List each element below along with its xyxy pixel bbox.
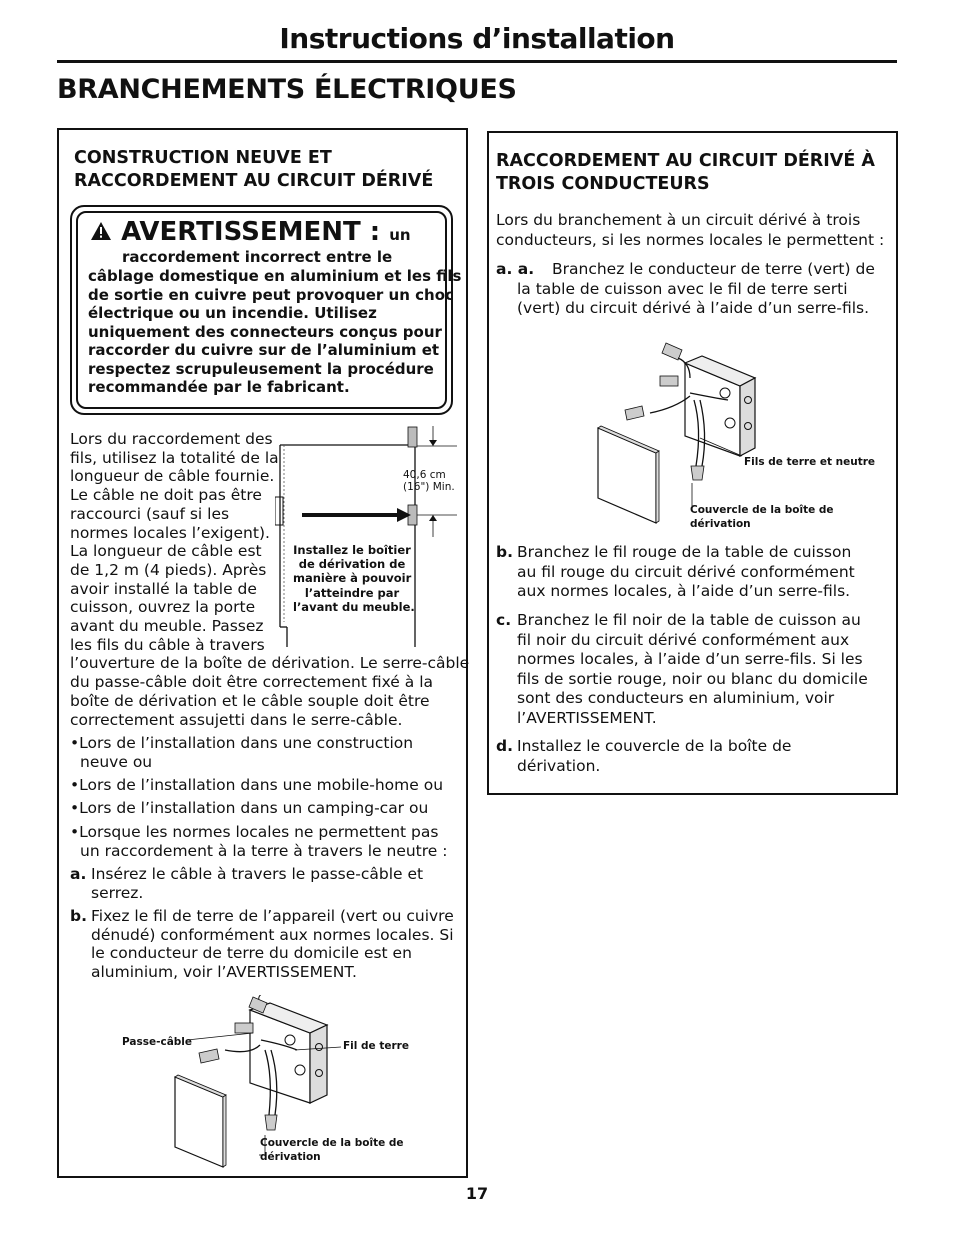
step-line: Insérez le câble à travers le passe-câble et [91,865,424,883]
caption-line: de dérivation de [298,557,406,572]
left-heading-line: CONSTRUCTION NEUVE ET [74,148,332,168]
warning-line: raccorder du cuivre sur de l’aluminium et [88,341,440,359]
warning-lead: un [389,226,411,244]
step-b [70,907,454,982]
label-line: dérivation [690,517,751,530]
warning-line: électrique ou un incendie. Utilisez [88,304,377,322]
warning-line: de sortie en cuivre peut provoquer un choc [88,286,454,304]
step-line: Branchez le fil noir de la table de cuisson au [517,611,861,629]
right-step-a [496,260,875,319]
step-line: normes locales, à l’aide d’un serre-fils. Si les [517,650,863,668]
left-heading-line: RACCORDEMENT AU CIRCUIT DÉRIVÉ [74,171,434,191]
document-title: Instructions d’installation [279,22,675,55]
dimension-line: 40,6 cm [403,469,446,481]
caption-line: manière à pouvoir [293,571,412,586]
step-line: Installez le couvercle de la boîte de [517,737,792,755]
body-line: Lors du branchement à un circuit dérivé à trois [496,211,861,229]
bullet-item [70,799,428,818]
caption-line: Installez le boîtier [293,543,411,557]
warning-triangle-icon [90,221,112,241]
body-line: raccourci (sauf si les [70,504,230,523]
right-heading-line: RACCORDEMENT AU CIRCUIT DÉRIVÉ À [496,151,875,171]
body-line: avoir installé la table de [70,579,257,598]
bullet-line: •Lors de l’installation dans une construction [70,734,414,752]
right-intro [496,211,884,250]
step-label: a. a. [496,260,535,278]
body-line: longueur de câble fournie. [70,467,275,486]
bullet-line: •Lors de l’installation dans une mobile-home ou [70,776,444,794]
bullet-item [70,776,443,795]
junction-box-diagram-right [590,338,770,528]
body-line: avant du meuble. Passez [70,617,264,636]
bullet-item [70,823,447,860]
step-line: dénudé) conformément aux normes locales. Si [91,925,454,944]
right-heading-line: TROIS CONDUCTEURS [496,174,710,194]
step-line: au fil rouge du circuit dérivé conformément [517,562,855,581]
bullet-line: •Lorsque les normes locales ne permettent pas [70,823,439,841]
section-title: BRANCHEMENTS ÉLECTRIQUES [57,74,517,105]
body-line: La longueur de câble est [70,542,262,561]
step-label: b. [496,543,513,561]
caption-line: l’avant du meuble. [293,599,415,614]
label-line: Couvercle de la boîte de [690,504,834,516]
cabinet-caption [293,543,415,614]
warning-line: respectez scrupuleusement la procédure [88,360,434,378]
body-line: fils, utilisez la totalité de la [70,448,279,467]
step-line: fils de sortie rouge, noir ou blanc du domicile [517,669,868,688]
step-line: dérivation. [517,756,601,775]
warning-title: AVERTISSEMENT : [121,217,381,247]
step-a [70,865,423,902]
warning-line: recommandée par le fabricant. [88,378,350,396]
label-ground-wire: Fil de terre [343,1040,409,1052]
dimension-label [403,469,455,493]
body-line: de 1,2 m (4 pieds). Après [70,560,267,579]
warning-line: câblage domestique en aluminium et les fils [88,267,462,285]
step-line: Fixez le fil de terre de l’appareil (vert ou cuivre [91,907,454,925]
step-line: fil noir du circuit dérivé conformément aux [517,630,850,649]
title-divider [57,60,897,63]
label-strain-relief: Passe-câble [122,1036,193,1048]
body-line: conducteurs, si les normes locales le permettent : [496,230,885,249]
body-line: l’ouverture de la boîte de dérivation. Le serre-câble [70,654,470,673]
bullet-line: •Lors de l’installation dans un camping-car ou [70,799,429,817]
label-cover [690,504,834,531]
step-line: Branchez le fil rouge de la table de cuisson [517,543,852,561]
step-label: d. [496,737,513,755]
warning-heading [90,217,411,247]
right-step-d [496,737,791,776]
label-ground-neutral: Fils de terre et neutre [744,456,876,468]
bullet-item [70,734,413,771]
body-line: Le câble ne doit pas être [70,486,262,505]
body-line: boîte de dérivation et le câble souple doit être [70,691,430,710]
step-line: aluminium, voir l’AVERTISSEMENT. [91,963,357,982]
page-number: 17 [465,1184,489,1203]
left-heading [74,147,433,193]
warning-line: raccordement incorrect entre le [122,248,393,266]
step-line: Branchez le conducteur de terre (vert) de [552,260,875,278]
right-heading [496,150,875,196]
body-line: Lors du raccordement des [70,430,273,448]
bullet-line: un raccordement à la terre à travers le neutre : [80,841,448,860]
step-line: la table de cuisson avec le fil de terre serti [517,279,848,298]
caption-line: l’atteindre par [304,585,400,600]
step-line: le conducteur de terre du domicile est en [91,944,412,963]
label-line: dérivation [260,1150,321,1163]
warning-line: uniquement des connecteurs conçus pour [88,323,442,341]
body-line: les fils du câble à travers [70,635,265,654]
step-label: b. [70,907,87,925]
body-line: cuisson, ouvrez la porte [70,598,256,617]
step-line: sont des conducteurs en aluminium, voir [517,689,835,707]
step-line: l’AVERTISSEMENT. [517,708,657,727]
step-line: aux normes locales, à l’aide d’un serre-fils. [517,582,851,600]
body-line: normes locales l’exigent). [70,523,270,542]
label-line: Couvercle de la boîte de [260,1137,404,1149]
bullet-line: neuve ou [80,752,153,771]
step-label: c. [496,611,512,629]
right-step-b [496,543,855,602]
right-step-c [496,611,868,728]
body-line: correctement assujetti dans le serre-câble. [70,710,403,729]
step-label: a. [70,865,87,883]
label-cover [260,1137,404,1164]
step-line: (vert) du circuit dérivé à l’aide d’un serre-fils. [517,299,870,317]
dimension-line: (16") Min. [403,481,455,493]
step-line: serrez. [91,883,144,902]
body-line: du passe-câble doit être correctement fixé à la [70,673,434,692]
